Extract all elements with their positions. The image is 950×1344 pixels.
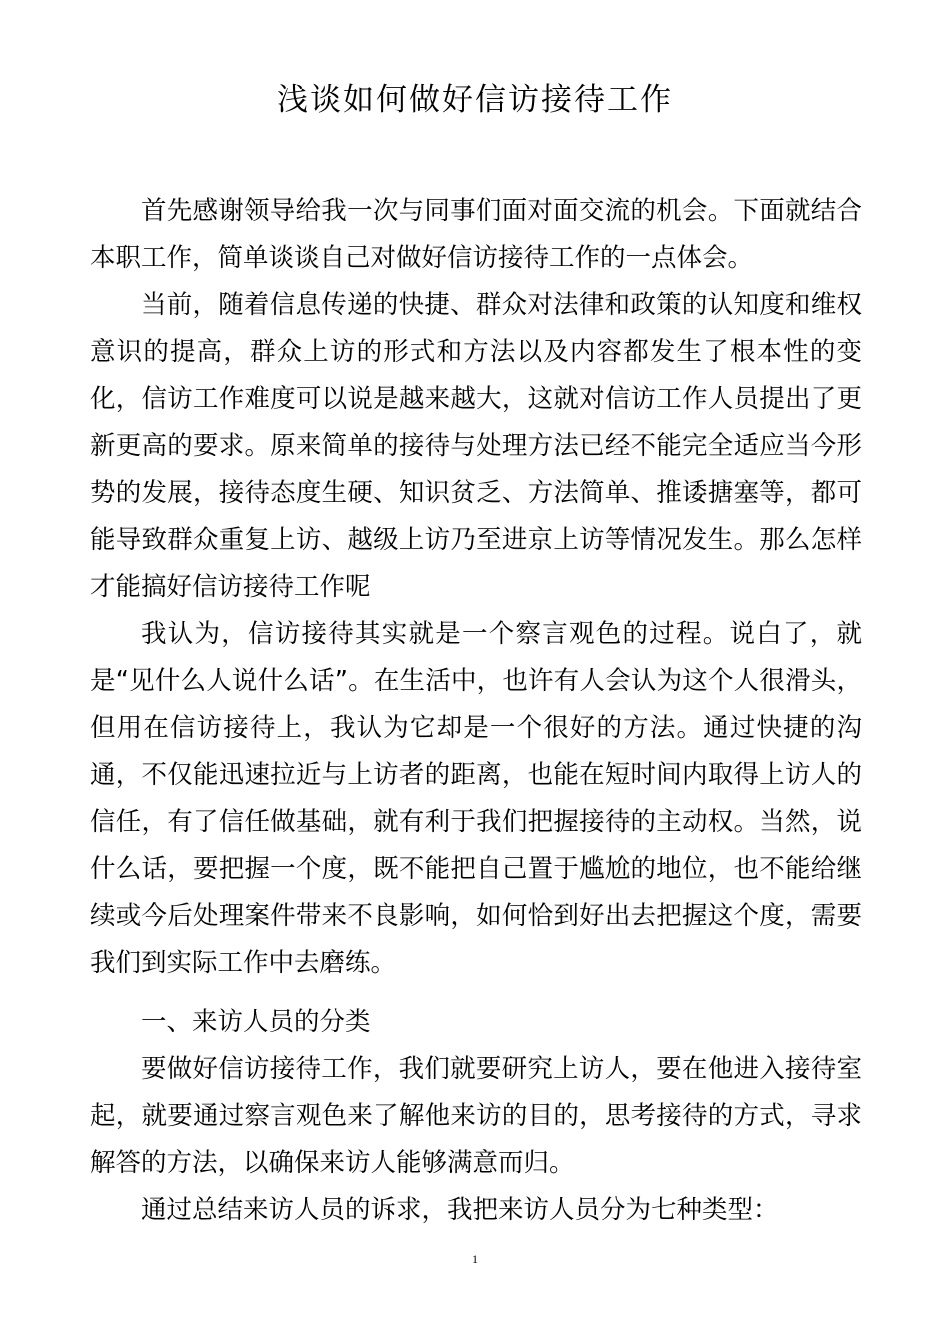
page-number: 1 xyxy=(472,1252,478,1266)
section-heading: 一、来访人员的分类 xyxy=(141,1007,371,1037)
paragraph-classification: 通过总结来访人员的诉求，我把来访人员分为七种类型： xyxy=(141,1195,779,1225)
document-body xyxy=(90,188,862,1234)
paragraph-opinion: 我认为，信访接待其实就是一个察言观色的过程。说白了，就是“见什么人说什么话”。在生活中，也许有人会认为这个人很滑头，但用在信访接待上，我认为它却是一个很好的方法。通过快捷的沟通，不仅能迅速拉近与上访者的距离，也能在短时间内取得上访人的信任，有了信任做基础，就有利于我们把握接待的主动权。当然，说什么话，要把握一个度，既不能把自己置于尴尬的地位，也不能给继续或今后处理案件带来不良影响，如何恰到好出去把握这个度，需要我们到实际工作中去磨练。 xyxy=(90,619,862,978)
paragraph-section-intro: 要做好信访接待工作，我们就要研究上访人，要在他进入接待室起，就要通过察言观色来了解他来访的目的，思考接待的方式，寻求解答的方法，以确保来访人能够满意而归。 xyxy=(90,1054,862,1178)
paragraph-background: 当前，随着信息传递的快捷、群众对法律和政策的认知度和维权意识的提高，群众上访的形式和方法以及内容都发生了根本性的变化，信访工作难度可以说是越来越大，这就对信访工作人员提出了更新更高的要求。原来简单的接待与处理方法已经不能完全适应当今形势的发展，接待态度生硬、知识贫乏、方法简单、推诿搪塞等，都可能导致群众重复上访、越级上访乃至进京上访等情况发生。那么怎样才能搞好信访接待工作呢 xyxy=(90,290,862,602)
document-title: 浅谈如何做好信访接待工作 xyxy=(277,82,673,118)
paragraph-intro: 首先感谢领导给我一次与同事们面对面交流的机会。下面就结合本职工作，简单谈谈自己对做好信访接待工作的一点体会。 xyxy=(90,196,862,273)
